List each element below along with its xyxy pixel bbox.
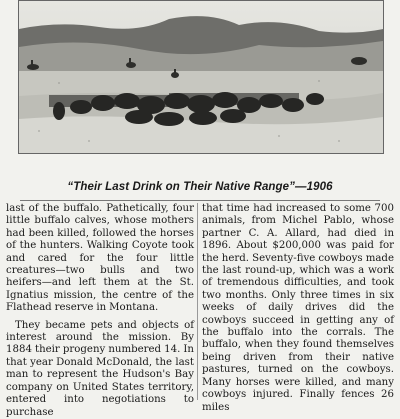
paragraph: They became pets and objects of interest around the mission. By 1884 their progeny numbered 14. In that year Donald McDonald, the last man to represent the Hudson's Bay company on United States territory, entered into negotiations to purchase: [6, 319, 194, 418]
paragraph: that time had increased to some 700 animals, from Michel Pablo, whose partner C. A. Allard, had died in 1896. About $200,000 was paid for the herd. Seventy-five cowboys made the last round-up, which was a work of tremendous difficulties, and took two months. Only three times in six weeks of daily drives did the cowboys succeed in getting any of the buffalo into the corrals. The buffalo, when they found themselves being driven from their native pastures, turned on the cowboys. Many horses were killed, and many cowboys injured. Finally fences 26 miles: [202, 203, 394, 413]
buffalo-photograph: [18, 0, 384, 154]
article-column-left: [6, 203, 194, 419]
column-divider: [197, 203, 198, 400]
caption-rule: [20, 200, 380, 201]
photo-caption: “Their Last Drink on Their Native Range”—1906: [67, 181, 333, 193]
article-column-right: [202, 203, 394, 414]
paragraph: last of the buffalo. Pathetically, four little buffalo calves, whose mothers had been killed, followed the horses of the hunters. Walking Coyote took and cared for the four little creatures—two bulls and two heifers—and left them at the St. Ignatius mission, the centre of the Flathead reserve in Montana.: [6, 203, 194, 314]
